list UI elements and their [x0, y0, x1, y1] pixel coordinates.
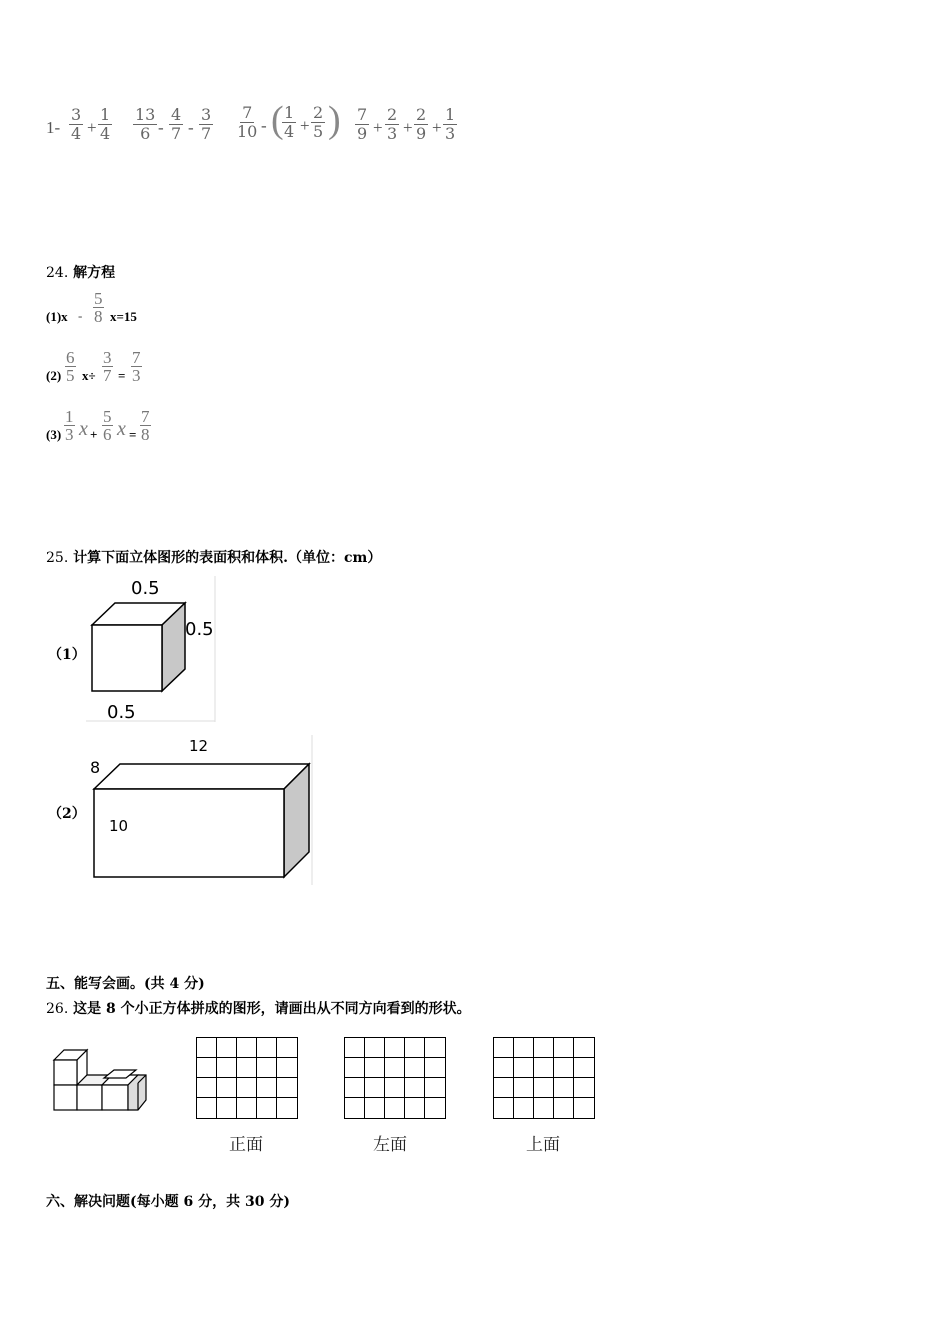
expr3-fraction-3: $\frac{2}{5}$ — [313, 103, 324, 141]
expr2-op-1: - — [158, 118, 164, 137]
expr2-fraction-2: $\frac{4}{7}$ — [171, 105, 182, 143]
section5-title: 五、能写会画。(共 4 分) — [46, 976, 205, 992]
eq3-x1: x — [79, 418, 88, 440]
eq2-equals: = — [118, 368, 126, 383]
cuboid-front-label: 10 — [109, 817, 129, 835]
expr1-fraction-1: $\frac{3}{4}$ — [71, 105, 82, 143]
q26-title: 这是 8 个小正方体拼成的图形，请画出从不同方向看到的形状。 — [73, 1001, 471, 1017]
top-view-grid[interactable] — [493, 1037, 595, 1119]
fig2-label: （2） — [48, 806, 86, 822]
expr1-fraction-2: $\frac{1}{4}$ — [100, 105, 111, 143]
cube-bottom-label: 0.5 — [107, 702, 136, 723]
expr4-fraction-2: $\frac{2}{3}$ — [387, 105, 398, 143]
section6-title: 六、解决问题(每小题 6 分，共 30 分) — [46, 1194, 290, 1210]
cuboid-left-label: 8 — [90, 758, 101, 777]
expr4-op-3: + — [432, 118, 442, 137]
expr4-op-1: + — [373, 118, 383, 137]
eq1-tail: x=15 — [110, 309, 137, 324]
eq2-mid: x÷ — [82, 368, 96, 383]
expr3-left-paren: ( — [271, 99, 284, 141]
q25-title: 计算下面立体图形的表面积和体积.（单位：cm） — [73, 550, 382, 566]
q26-heading — [46, 998, 471, 1018]
q25-number: 25. — [46, 550, 69, 566]
eq3-fraction-1: 1 3 — [65, 407, 74, 444]
eq3-x2: x — [117, 418, 126, 440]
expr3-op-1: - — [261, 116, 267, 135]
expr4-fraction-1: $\frac{7}{9}$ — [357, 105, 368, 143]
expr2-fraction-1: $\frac{13}{6}$ — [135, 105, 156, 143]
q24-heading — [46, 262, 115, 282]
front-view-grid[interactable] — [196, 1037, 298, 1119]
expr1-lead: 1- — [46, 118, 61, 137]
expr2-op-2: - — [188, 118, 194, 137]
expr3-op-2: + — [300, 116, 310, 135]
stacked-cubes-figure — [50, 1040, 150, 1115]
expr4-op-2: + — [403, 118, 413, 137]
expr2-fraction-3: $\frac{3}{7}$ — [201, 105, 212, 143]
front-view-label: 正面 — [229, 1135, 263, 1155]
expr1-op-1: + — [87, 118, 97, 137]
eq3-label: (3) — [46, 427, 62, 442]
eq2-label: (2) — [46, 368, 62, 383]
top-view-label: 上面 — [526, 1135, 560, 1155]
fig1-label: （1） — [48, 647, 86, 663]
expr4-fraction-3: $\frac{2}{9}$ — [416, 105, 427, 143]
expr3-fraction-2: $\frac{1}{4}$ — [284, 103, 295, 141]
eq2-fraction-1: 6 5 — [66, 348, 75, 385]
expr4-fraction-4: $\frac{1}{3}$ — [445, 105, 456, 143]
eq3-plus: + — [90, 427, 98, 442]
eq3-fraction-2: 5 6 — [103, 407, 112, 444]
cuboid-figure — [86, 735, 314, 885]
eq1-fraction: 5 8 — [94, 289, 103, 326]
eq1-op: - — [78, 308, 83, 323]
q25-heading — [46, 547, 381, 567]
eq2-fraction-3: 7 3 — [132, 348, 141, 385]
q24-number: 24. — [46, 265, 69, 281]
cube-top-label: 0.5 — [131, 578, 160, 599]
eq3-equals: = — [129, 427, 137, 442]
left-view-label: 左面 — [373, 1135, 407, 1155]
expr3-right-paren: ) — [328, 99, 341, 141]
eq2-fraction-2: 3 7 — [103, 348, 112, 385]
eq3-fraction-3: 7 8 — [141, 407, 150, 444]
cuboid-top-label: 12 — [189, 737, 209, 755]
left-view-grid[interactable] — [344, 1037, 446, 1119]
q26-number: 26. — [46, 1001, 69, 1017]
eq1-label: (1)x — [46, 309, 68, 324]
expr3-fraction-1: $\frac{7}{10}$ — [237, 103, 258, 141]
q24-title: 解方程 — [73, 265, 116, 281]
cube-right-label: 0.5 — [185, 619, 214, 640]
